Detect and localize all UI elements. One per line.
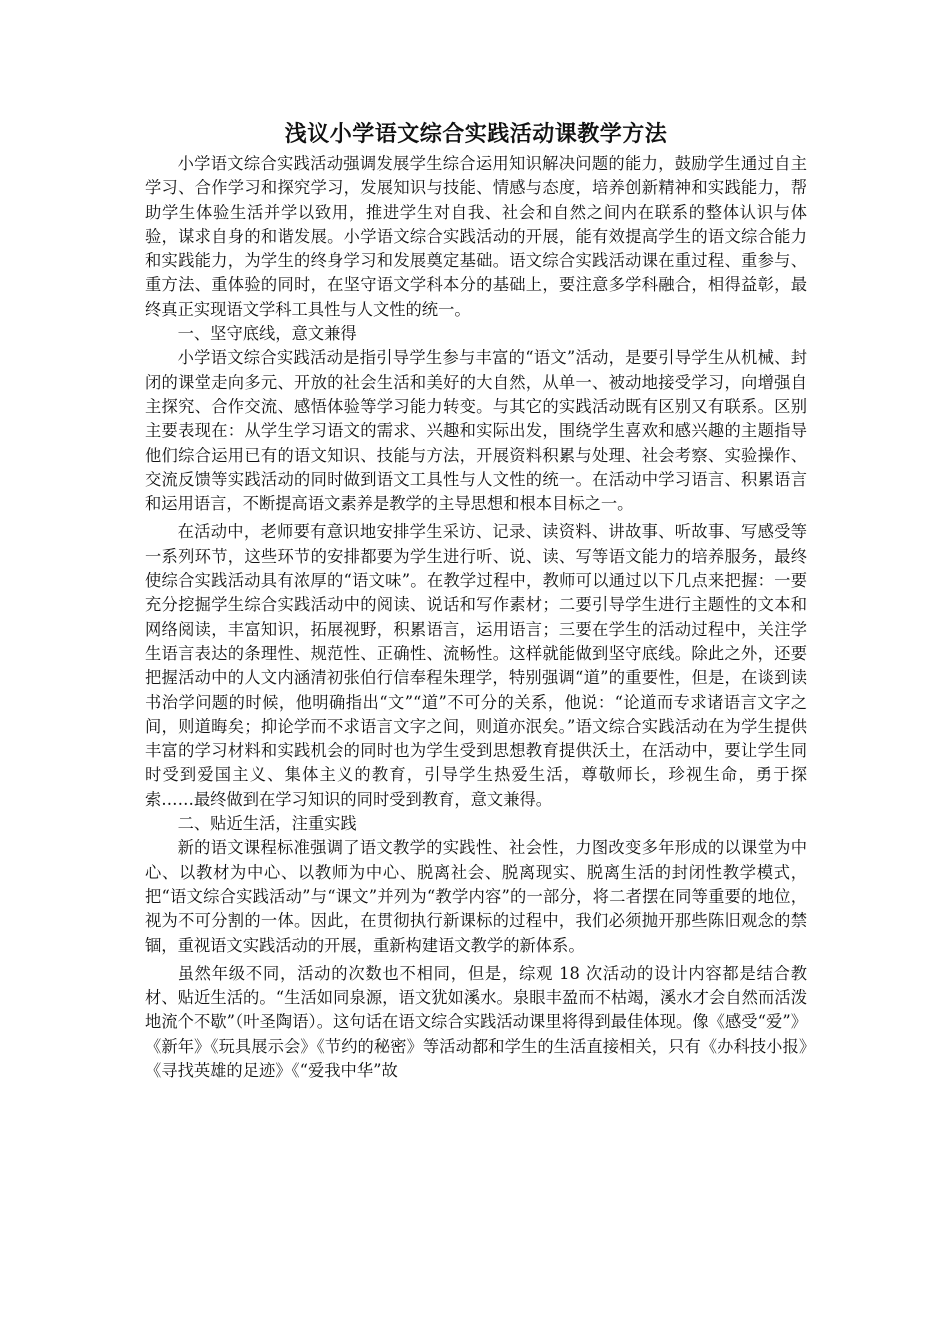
section-1-paragraph-2: 在活动中，老师要有意识地安排学生采访、记录、读资料、讲故事、听故事、写感受等一系列环节，这些环节的安排都要为学生进行听、说、读、写等语文能力的培养服务，最终使综合实践活动具有浓厚的“语文味”。在教学过程中，教师可以通过以下几点来把握：一要充分挖掘学生综合实践活动中的阅读、说话和写作素材；二要引导学生进行主题性的文本和网络阅读，丰富知识，拓展视野，积累语言，运用语言；三要在学生的活动过程中，关注学生语言表达的条理性、规范性、正确性、流畅性。这样就能做到坚守底线。除此之外，还要把握活动中的人文内涵清初张伯行信奉程朱理学，特别强调“道”的重要性，但是，在谈到读书治学问题的时候，他明确指出“文”“道”不可分的关系，他说：“论道而专求诸语言文字之间，则道晦矣；抑论学而不求语言文字之间，则道亦泯矣。”语文综合实践活动在为学生提供丰富的学习材料和实践机会的同时也为学生受到思想教育提供沃土，在活动中，要让学生同时受到爱国主义、集体主义的教育，引导学生热爱生活，尊敬师长，珍视生命，勇于探索……最终做到在学习知识的同时受到教育，意文兼得。 bbox=[145, 522, 807, 809]
section-2-paragraph-2: 虽然年级不同，活动的次数也不相同，但是，综观 18 次活动的设计内容都是结合教材、贴近生活的。“生活如同泉源，语文犹如溪水。泉眼丰盈而不枯竭，溪水才会自然而活泼地流个不歇”（叶圣陶语）。这句话在语文综合实践活动课里将得到最佳体现。像《感受“爱”》《新年》《玩具展示会》《节约的秘密》等活动都和学生的生活直接相关，只有《办科技小报》《寻找英雄的足迹》《“爱我中华”故 bbox=[145, 963, 807, 1080]
intro-paragraph: 小学语文综合实践活动强调发展学生综合运用知识解决问题的能力，鼓励学生通过自主学习、合作学习和探究学习，发展知识与技能、情感与态度，培养创新精神和实践能力，帮助学生体验生活并学以致用，推进学生对自我、社会和自然之间内在联系的整体认识与体验，谋求自身的和谐发展。小学语文综合实践活动的开展，能有效提高学生的语文综合能力和实践能力，为学生的终身学习和发展奠定基础。语文综合实践活动课在重过程、重参与、重方法、重体验的同时，在坚守语文学科本分的基础上，要注意多学科融合，相得益彰，最终真正实现语文学科工具性与人文性的统一。 bbox=[145, 154, 807, 319]
section-1-heading: 一、坚守底线，意文兼得 bbox=[177, 324, 357, 344]
document-title: 浅议小学语文综合实践活动课教学方法 bbox=[284, 121, 668, 147]
section-2-heading: 二、贴近生活，注重实践 bbox=[177, 814, 357, 834]
section-1-paragraph-1: 小学语文综合实践活动是指引导学生参与丰富的“语文”活动，是要引导学生从机械、封闭的课堂走向多元、开放的社会生活和美好的大自然，从单一、被动地接受学习，向增强自主探究、合作交流、感悟体验等学习能力转变。与其它的实践活动既有区别又有联系。区别主要表现在：从学生学习语文的需求、兴趣和实际出发，围绕学生喜欢和感兴趣的主题指导他们综合运用已有的语文知识、技能与方法，开展资料积累与处理、社会考察、实验操作、交流反馈等实践活动的同时做到语文工具性与人文性的统一。在活动中学习语言、积累语言和运用语言，不断提高语文素养是教学的主导思想和根本目标之一。 bbox=[145, 348, 807, 514]
document-page bbox=[145, 118, 807, 1083]
section-2-paragraph-1: 新的语文课程标准强调了语文教学的实践性、社会性，力图改变多年形成的以课堂为中心、以教材为中心、以教师为中心、脱离社会、脱离现实、脱离生活的封闭性教学模式，把“语文综合实践活动”与“课文”并列为“教学内容”的一部分，将二者摆在同等重要的地位，视为不可分割的一体。因此，在贯彻执行新课标的过程中，我们必须抛开那些陈旧观念的禁锢，重视语文实践活动的开展，重新构建语文教学的新体系。 bbox=[145, 838, 807, 955]
